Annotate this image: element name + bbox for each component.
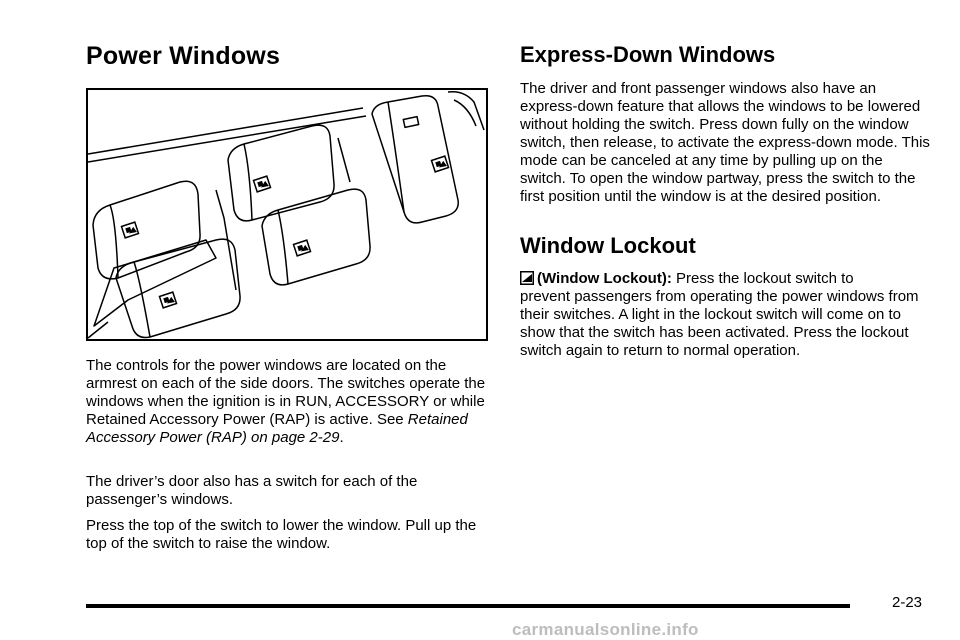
lockout-text: prevent passengers from operating the power windows from their switches. A light in the lockout switch will come on to show that the switch has been activated. Press the lockout switch again to return to normal operation. [520, 288, 919, 359]
footer-rule [86, 604, 850, 608]
paragraph-window-lockout [520, 270, 930, 360]
paragraph-press-top: Press the top of the switch to lower the window. Pull up the top of the switch to raise the window. [86, 517, 477, 552]
window-lockout-icon [520, 271, 534, 285]
paragraph-text: The controls for the power windows are located on the armrest on each of the side doors. The switches operate the windows when the ignition is in RUN, ACCESSORY or while Retained Accessory Power (RAP) is active. See [86, 357, 486, 428]
paragraph-controls-location [86, 357, 490, 447]
lockout-lead-line [520, 270, 930, 288]
section-heading-window-lockout: Window Lockout [520, 233, 696, 258]
lockout-lead-text: Press the lockout switch to [671, 270, 854, 287]
page-number: 2-23 [892, 594, 923, 611]
lockout-label: (Window Lockout): [537, 270, 672, 287]
paragraph-end: . [339, 429, 344, 446]
section-heading-express-down: Express-Down Windows [520, 42, 776, 67]
paragraph-driver-door: The driver’s door also has a switch for each of the passenger’s windows. [86, 473, 418, 508]
section-heading-power-windows: Power Windows [86, 42, 281, 70]
power-window-switch-illustration [86, 88, 488, 341]
cross-reference-link[interactable]: Retained Accessory Power (RAP) on page 2-29 [86, 411, 468, 446]
paragraph-express-down: The driver and front passenger windows also have an express-down feature that allows the windows to be lowered without holding the switch. Press down fully on the window switch, then release, to activate the express-down mode. This mode can be canceled at any time by pulling up on the switch. To open the window partway, press the switch to the first position until the window is at the desired position. [520, 80, 930, 205]
watermark-text: carmanualsonline.info [512, 620, 699, 639]
switch-panel-drawing [88, 90, 486, 339]
